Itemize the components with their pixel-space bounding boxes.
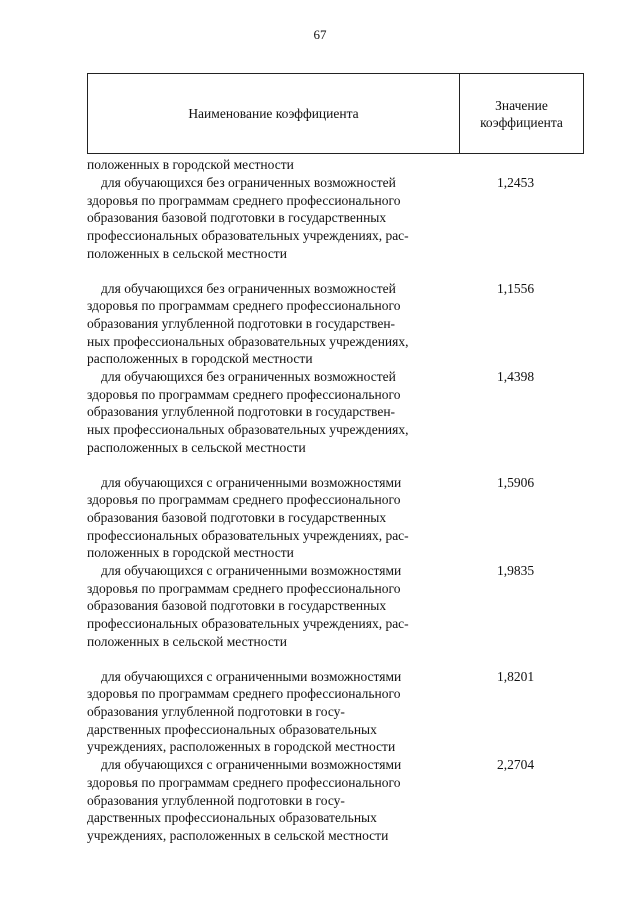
row-line: здоровья по программам среднего профессионального	[87, 580, 401, 596]
table-row	[87, 368, 584, 457]
row-line: расположенных в городской местности	[87, 351, 313, 367]
row-description	[87, 474, 457, 563]
row-value: 1,5906	[496, 474, 535, 490]
table-header	[87, 73, 584, 154]
row-value: 1,9835	[496, 563, 535, 579]
row-description	[87, 174, 457, 263]
header-coefficient-value	[460, 74, 583, 153]
table-body	[87, 156, 584, 845]
row-line: ных профессиональных образовательных учреждениях,	[87, 422, 409, 438]
row-description	[87, 368, 457, 457]
row-line: положенных в сельской местности	[87, 245, 287, 261]
row-line: расположенных в сельской местности	[87, 439, 306, 455]
row-value: 1,8201	[496, 668, 535, 684]
row-line: здоровья по программам среднего профессионального	[87, 774, 401, 790]
row-line: учреждениях, расположенных в сельской местности	[87, 827, 389, 843]
row-line: дарственных профессиональных образовательных	[87, 721, 377, 737]
row-line: для обучающихся без ограниченных возможностей	[101, 280, 396, 296]
table-row	[87, 474, 584, 563]
row-line: здоровья по программам среднего профессионального	[87, 386, 401, 402]
row-line: образования углубленной подготовки в государствен-	[87, 315, 396, 331]
table-row	[87, 280, 584, 369]
row-description	[87, 562, 457, 651]
row-line: учреждениях, расположенных в городской местности	[87, 739, 396, 755]
row-line: здоровья по программам среднего профессионального	[87, 298, 401, 314]
row-value: 2,2704	[496, 757, 535, 773]
row-description	[87, 668, 457, 757]
row-line: для обучающихся с ограниченными возможностями	[101, 668, 402, 684]
row-line: образования углубленной подготовки в госу-	[87, 792, 345, 808]
table-row	[87, 756, 584, 845]
row-line: ных профессиональных образовательных учреждениях,	[87, 333, 409, 349]
row-value: 1,1556	[496, 280, 535, 296]
row-line: для обучающихся с ограниченными возможностями	[101, 474, 402, 490]
row-line: образования базовой подготовки в государственных	[87, 598, 387, 614]
row-line: дарственных профессиональных образовательных	[87, 810, 377, 826]
row-line: образования базовой подготовки в государственных	[87, 509, 387, 525]
row-line: профессиональных образовательных учреждениях, рас-	[87, 527, 409, 543]
row-line: здоровья по программам среднего профессионального	[87, 192, 401, 208]
row-line: для обучающихся с ограниченными возможностями	[101, 563, 402, 579]
row-line: положенных в сельской местности	[87, 633, 287, 649]
header-coefficient-name: Наименование коэффициента	[88, 74, 460, 153]
row-line: для обучающихся без ограниченных возможностей	[101, 175, 396, 190]
row-line: профессиональных образовательных учреждениях, рас-	[87, 616, 409, 632]
row-line: для обучающихся без ограниченных возможностей	[101, 369, 396, 385]
row-line: образования базовой подготовки в государственных	[87, 210, 387, 226]
row-line: здоровья по программам среднего профессионального	[87, 492, 401, 508]
header-value-line-2: коэффициента	[480, 114, 563, 130]
row-line: образования углубленной подготовки в госу-	[87, 703, 345, 719]
page-number: 67	[313, 27, 327, 42]
header-value-line-1: Значение	[495, 97, 548, 113]
row-line: для обучающихся с ограниченными возможностями	[101, 757, 402, 773]
row-line: положенных в городской местности	[87, 545, 294, 561]
table-row	[87, 562, 584, 651]
row-value: 1,4398	[496, 369, 535, 385]
row-line: здоровья по программам среднего профессионального	[87, 686, 401, 702]
table-row	[87, 174, 584, 263]
row-line: профессиональных образовательных учреждениях, рас-	[87, 228, 409, 244]
table-row	[87, 668, 584, 757]
row-description	[87, 280, 457, 369]
continuation-line: положенных в городской местности	[87, 157, 294, 172]
row-value: 1,2453	[496, 175, 535, 190]
row-line: образования углубленной подготовки в государствен-	[87, 404, 396, 420]
row-description	[87, 756, 457, 845]
